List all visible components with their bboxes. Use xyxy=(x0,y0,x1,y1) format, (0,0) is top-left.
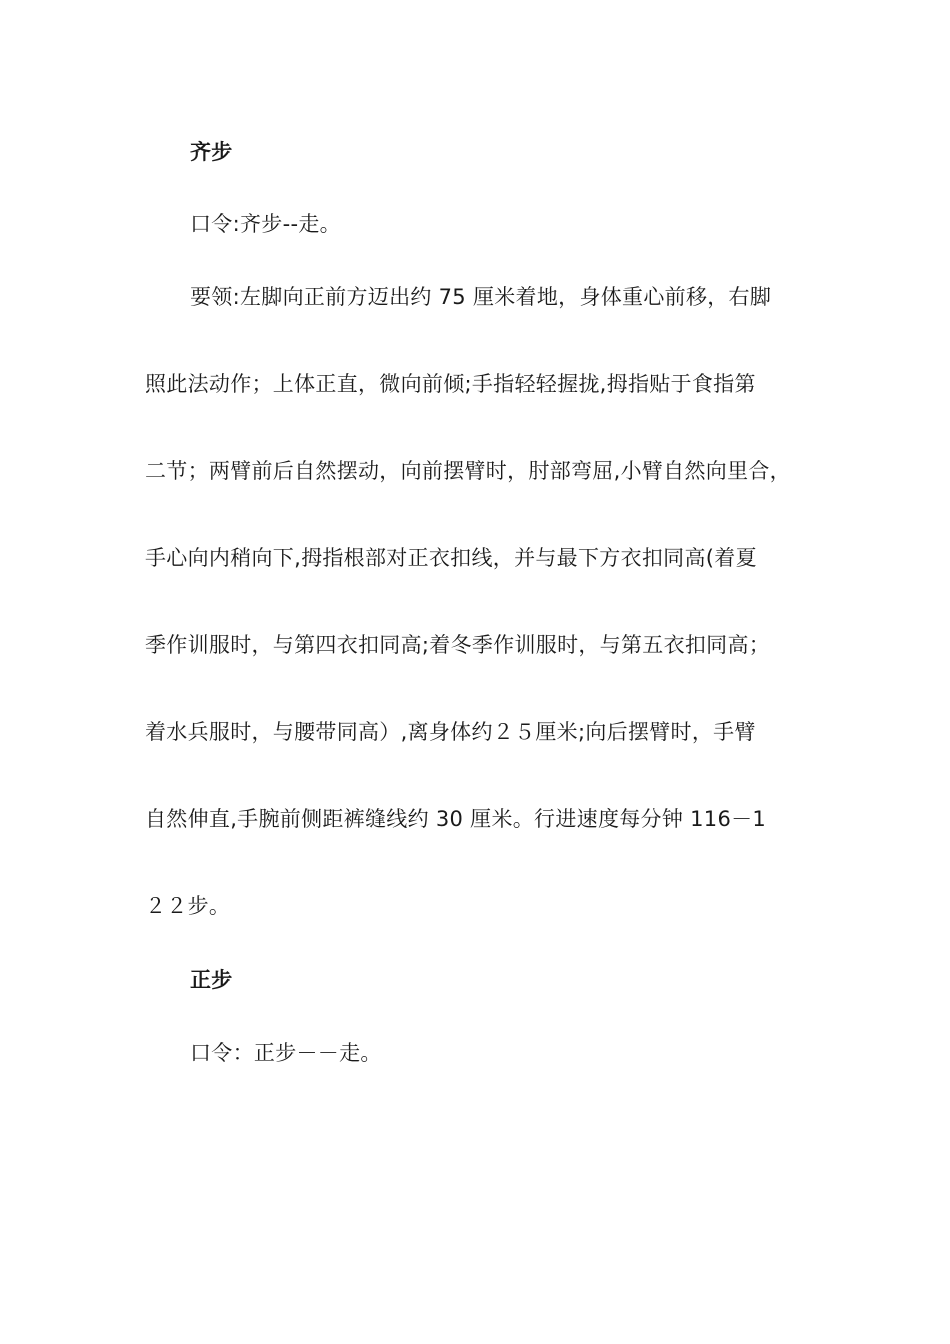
essentials-line-5: 季作训服时，与第四衣扣同高;着冬季作训服时，与第五衣扣同高； xyxy=(145,633,771,657)
command-zhengbu: 口令：正步－－走。 xyxy=(190,1041,382,1065)
essentials-line-8: ２２步。 xyxy=(145,894,231,918)
section-heading-qibu: 齐步 xyxy=(190,140,233,164)
section-heading-zhengbu: 正步 xyxy=(190,968,233,992)
essentials-line-7: 自然伸直,手腕前侧距裤缝线约 30 厘米。行进速度每分钟 116－1 xyxy=(145,807,767,831)
essentials-line-2: 照此法动作；上体正直，微向前倾;手指轻轻握拢,拇指贴于食指第 xyxy=(145,372,756,396)
essentials-line-1: 要领:左脚向正前方迈出约 75 厘米着地，身体重心前移，右脚 xyxy=(190,285,772,309)
essentials-line-6: 着水兵服时，与腰带同高）,离身体约２５厘米;向后摆臂时，手臂 xyxy=(145,720,756,744)
essentials-line-3: 二节；两臂前后自然摆动，向前摆臂时，肘部弯屈,小臂自然向里合， xyxy=(145,459,791,483)
command-qibu: 口令:齐步--走。 xyxy=(190,212,341,236)
essentials-line-4: 手心向内稍向下,拇指根部对正衣扣线，并与最下方衣扣同高(着夏 xyxy=(145,546,757,570)
